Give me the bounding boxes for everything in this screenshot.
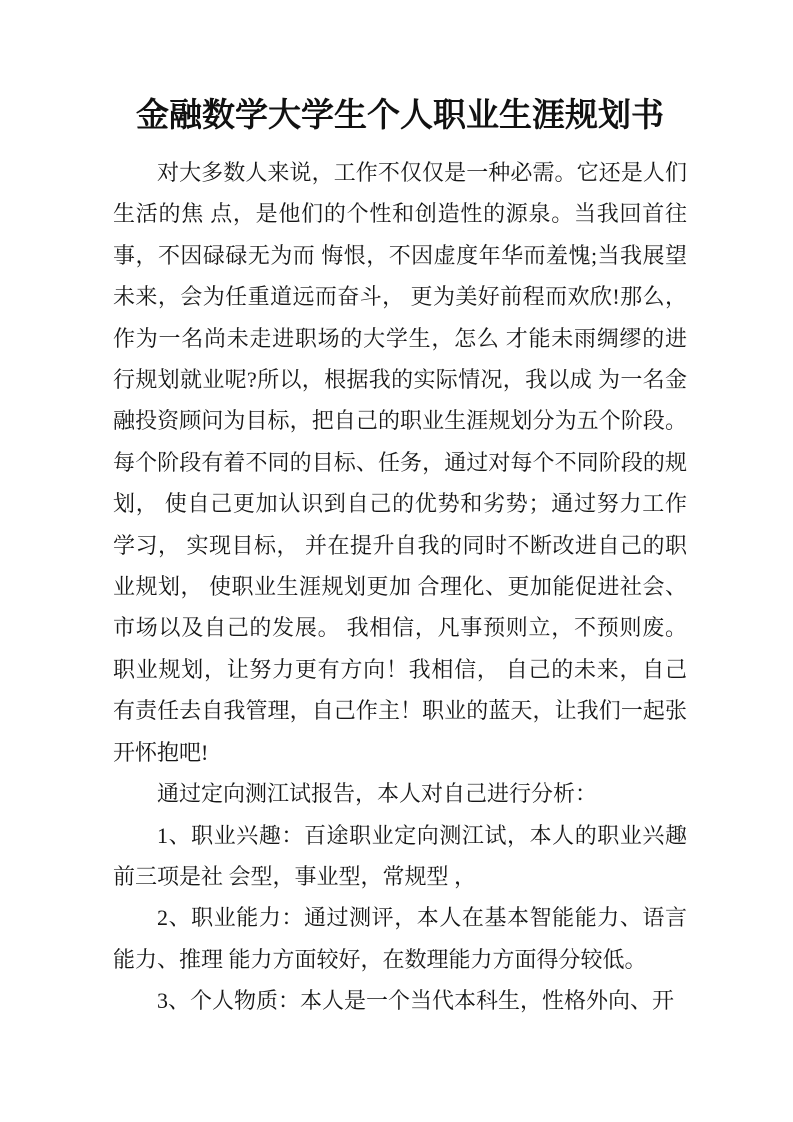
text-line: 每个阶段有着不同的目标、任务，通过对每个不同阶段的规 <box>113 449 687 475</box>
document-body <box>113 152 687 1022</box>
text-line: 事，不因碌碌无为而 悔恨，不因虚度年华而羞愧;当我展望 <box>113 242 687 268</box>
text-line: 1、职业兴趣：百途职业定向测江试，本人的职业兴趣 <box>157 822 687 848</box>
text-line: 未来，会为任重道远而奋斗， 更为美好前程而欢欣!那么， <box>113 284 687 310</box>
text-line: 业规划， 使职业生涯规划更加 合理化、更加能促进社会、 <box>113 574 687 600</box>
paragraph <box>113 897 687 980</box>
text-line: 学习， 实现目标， 并在提升自我的同时不断改进自己的职 <box>113 532 687 558</box>
text-line: 职业规划，让努力更有方向！我相信， 自己的未来，自己 <box>113 656 687 682</box>
paragraph <box>113 980 687 1021</box>
text-line: 开怀抱吧! <box>113 739 209 765</box>
text-line: 通过定向测江试报告，本人对自己进行分析： <box>157 781 598 807</box>
text-line: 划， 使自己更加认识到自己的优势和劣势；通过努力工作 <box>113 491 687 517</box>
text-line: 能力、推理 能力方面较好，在数理能力方面得分较低。 <box>113 946 647 972</box>
paragraph <box>113 152 687 773</box>
text-line: 3、个人物质：本人是一个当代本科生，性格外向、开 <box>157 988 675 1014</box>
text-line: 生活的焦 点，是他们的个性和创造性的源泉。当我回首往 <box>113 201 687 227</box>
text-line: 对大多数人来说，工作不仅仅是一种必需。它还是人们 <box>157 160 687 185</box>
text-line: 有责任去自我管理，自己作主！职业的蓝天，让我们一起张 <box>113 698 687 724</box>
document-title: 金融数学大学生个人职业生涯规划书 <box>136 98 664 134</box>
text-line: 前三项是社 会型，事业型，常规型 ， <box>113 863 477 889</box>
text-line: 行规划就业呢?所以，根据我的实际情况，我以成 为一名金 <box>113 367 687 393</box>
text-line: 融投资顾问为目标，把自己的职业生涯规划分为五个阶段。 <box>113 408 687 434</box>
text-line: 市场以及自己的发展。 我相信，凡事预则立，不预则废。 <box>113 615 687 641</box>
text-line: 2、职业能力：通过测评，本人在基本智能能力、语言 <box>157 905 687 931</box>
paragraph <box>113 773 687 814</box>
text-line: 作为一名尚未走进职场的大学生，怎么 才能未雨绸缪的进 <box>113 325 687 351</box>
paragraph <box>113 815 687 898</box>
